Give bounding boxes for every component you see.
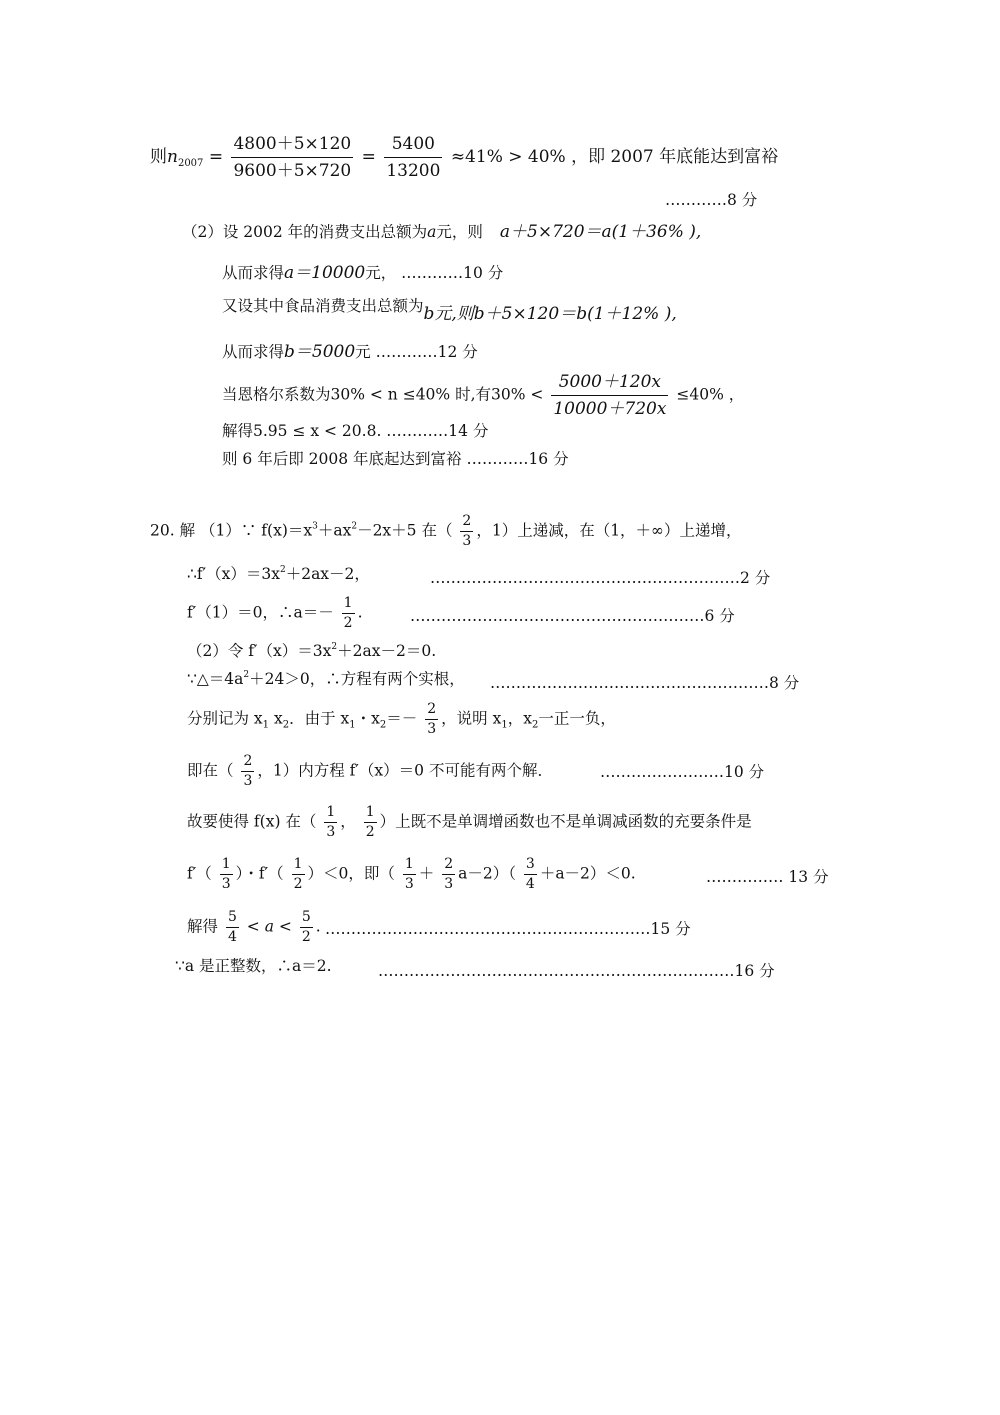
text: ＋2ax－2， [285, 565, 370, 583]
text: ＋ax [317, 521, 352, 540]
sup: 2 [351, 521, 358, 532]
text: ＋24＞0，∴方程有两个实根， [249, 670, 465, 688]
text: ，说明 x [441, 709, 502, 728]
score-16: ……………………………………………………………16 分 [378, 962, 775, 980]
text: < a < [241, 917, 297, 936]
line-consumption [182, 224, 701, 241]
text: f′（1）＝0，∴a＝－ [187, 603, 334, 622]
text: ＋2ax－2＝0. [337, 642, 437, 660]
line-a-value [222, 265, 503, 282]
text: ，1）上递减，在（1，＋∞）上递增， [476, 521, 742, 540]
fraction-1: $\frac{4800+5\times 120}{9600+5\times 720}$ [233, 134, 352, 181]
equation: a＋5×720＝a(1＋36% ), [499, 222, 702, 242]
fraction: $\frac{5}{2}$ [301, 909, 311, 945]
text: ）＜0，即（ [307, 864, 395, 883]
text: 即在（ [187, 761, 234, 780]
line-n2007 [150, 133, 778, 182]
score-8: …………8 分 [665, 191, 758, 209]
sub: 1 [501, 719, 508, 731]
fraction-2: $\frac{5400}{13200}$ [386, 134, 441, 181]
fraction: $\frac{1}{2}$ [293, 856, 303, 892]
line-20-4 [187, 643, 436, 660]
text: ．由于 x [289, 709, 350, 728]
line-20-9 [187, 857, 636, 892]
line-20-7 [187, 754, 553, 789]
text: ∴f′（x）＝3x [187, 565, 280, 583]
equation: a＝10000 [284, 263, 366, 283]
text: ）・f′（ [235, 864, 284, 883]
text: 则 [150, 147, 167, 167]
text: 从而求得 [222, 343, 285, 361]
var-n: n [167, 147, 178, 167]
sub: 2 [282, 719, 290, 731]
text: ， [340, 812, 356, 831]
text: ≈41% > 40% ，即 2007 年底能达到富裕 [450, 147, 779, 167]
equation: b＝5000 [284, 342, 356, 362]
fraction: $\frac{1}{3}$ [326, 804, 336, 840]
text: 20. 解 （1）∵ f(x)＝x [150, 521, 313, 540]
fraction: $\frac{2}{3}$ [243, 753, 253, 789]
fraction: $\frac{1}{2}$ [343, 595, 353, 631]
sub: 2 [379, 719, 387, 731]
fraction: $\frac{1}{3}$ [404, 856, 414, 892]
line-engel [222, 371, 744, 420]
score-15: ………………………………………………………15 分 [325, 920, 691, 938]
line-food [222, 297, 677, 324]
text: 元 …………12 分 [355, 343, 478, 361]
sub: 1 [349, 719, 356, 731]
text: ）上既不是单调增函数也不是单调减函数的充要条件是 [379, 812, 752, 831]
score-10: ……………………10 分 [600, 763, 765, 781]
text: ＋a－2）＜0. [539, 864, 636, 883]
text: ・x [355, 709, 380, 728]
text: 元，则 [436, 223, 483, 241]
fraction: $\frac{2}{3}$ [462, 513, 472, 549]
text: 元， …………10 分 [365, 264, 504, 282]
equals: = [208, 147, 224, 167]
line-conclusion: 则 6 年后即 2008 年底起达到富裕 …………16 分 [222, 450, 569, 468]
line-20-6 [187, 702, 616, 737]
text: （2）令 f′（x）＝3x [187, 642, 332, 660]
text: a－2）（ [458, 864, 521, 883]
fraction: $\frac{2}{3}$ [427, 701, 437, 737]
text: . [357, 603, 363, 622]
score-6: …………………………………………………6 分 [410, 607, 735, 625]
line-20-2 [187, 566, 370, 583]
fraction: $\frac{2}{3}$ [444, 856, 454, 892]
sup: 2 [331, 642, 338, 652]
fraction: $\frac{5}{4}$ [227, 909, 237, 945]
text: ＝－ [386, 709, 418, 728]
score-8b: ………………………………………………8 分 [490, 674, 800, 692]
score-13: …………… 13 分 [706, 868, 829, 886]
fraction: $\frac{1}{3}$ [221, 856, 231, 892]
fraction: $\frac{1}{2}$ [365, 804, 375, 840]
text: ≤40% ， [676, 385, 745, 404]
line-20-8 [187, 805, 752, 840]
line-20-10 [187, 910, 321, 945]
text: －2x＋5 在（ [357, 521, 453, 540]
line-20-11: ∵a 是正整数，∴a＝2. [175, 957, 332, 975]
sup: 2 [279, 565, 286, 575]
text: ＋ [418, 864, 435, 883]
text: 一正一负， [538, 709, 616, 728]
score-2: ……………………………………………………2 分 [430, 569, 771, 587]
fraction-engel: $\frac{5000+120x}{10000+720x}$ [553, 372, 667, 419]
text: 故要使得 f(x) 在（ [187, 812, 317, 831]
fraction: $\frac{3}{4}$ [525, 856, 535, 892]
text: ∵△＝4a [187, 670, 244, 688]
sub: 1 [262, 719, 270, 731]
sup: 2 [243, 670, 250, 680]
equation: b元,则b＋5×120＝b(1＋12% ), [423, 304, 677, 324]
sup: 3 [312, 521, 318, 532]
sub: 2 [531, 719, 539, 731]
line-b-value [222, 344, 478, 361]
text: 分别记为 x [187, 709, 263, 728]
line-solve-x: 解得5.95 ≤ x < 20.8. …………14 分 [222, 422, 489, 440]
text: . [315, 917, 321, 936]
text: ，x [507, 709, 532, 728]
line-20-1 [150, 514, 741, 549]
text: 又设其中食品消费支出总额为 [222, 297, 424, 315]
line-20-5 [187, 671, 465, 688]
text: f′（ [187, 864, 212, 883]
subscript: 2007 [177, 158, 204, 169]
text: 当恩格尔系数为30% < n ≤40% 时,有30% < [222, 385, 544, 404]
text: 从而求得 [222, 264, 285, 282]
line-20-3 [187, 596, 363, 631]
equals: = [361, 147, 376, 167]
text: 解得 [187, 917, 219, 936]
text: ，1）内方程 f′（x）＝0 不可能有两个解． [257, 761, 553, 780]
text: x [269, 709, 283, 728]
text: （2）设 2002 年的消费支出总额为 [182, 223, 428, 241]
var-a: a [427, 223, 437, 241]
